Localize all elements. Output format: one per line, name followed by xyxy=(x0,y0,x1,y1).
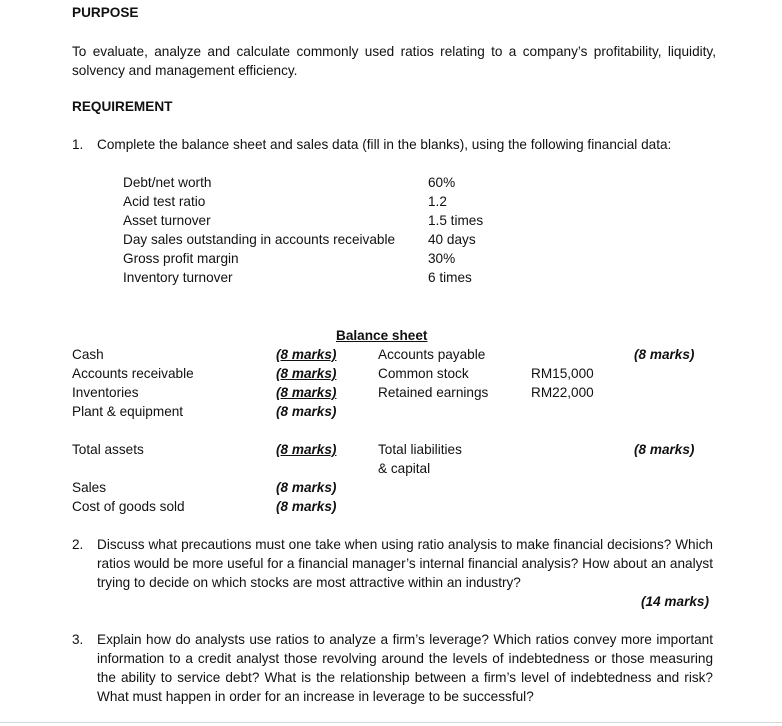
q2-text: Discuss what precautions must one take when using ratio analysis to make financial decisions? Which ratios would be more useful for a financial manager’s internal financial analysis? How about an analyst trying to decide on which stocks are most attractive within an industry? xyxy=(97,537,713,590)
q1-number: 1. xyxy=(72,137,84,152)
liability-label: Accounts payable xyxy=(378,347,486,362)
q2-number: 2. xyxy=(72,537,84,552)
liability-amount: RM22,000 xyxy=(531,385,594,400)
data-value: 1.5 times xyxy=(428,213,484,228)
page-edge-divider xyxy=(0,722,782,723)
total-assets-blank: (8 marks) xyxy=(276,442,337,457)
data-label: Inventory turnover xyxy=(123,270,233,285)
data-label: Day sales outstanding in accounts receivable xyxy=(123,232,396,247)
q1-text: Complete the balance sheet and sales data (fill in the blanks), using the following financial data: xyxy=(97,137,672,152)
data-value: 6 times xyxy=(428,270,472,285)
requirement-heading: REQUIREMENT xyxy=(72,99,173,114)
sales-label: Sales xyxy=(72,480,107,495)
cogs-label: Cost of goods sold xyxy=(72,499,185,514)
asset-blank: (8 marks) xyxy=(276,385,337,400)
sales-blank: (8 marks) xyxy=(276,480,337,495)
asset-label: Cash xyxy=(72,347,104,362)
liability-label: Retained earnings xyxy=(378,385,489,400)
total-liabilities-label: Total liabilities xyxy=(378,442,462,457)
asset-label: Inventories xyxy=(72,385,139,400)
asset-blank: (8 marks) xyxy=(276,404,337,419)
cogs-blank: (8 marks) xyxy=(276,499,337,514)
q2-marks: (14 marks) xyxy=(641,594,710,609)
liability-amount: RM15,000 xyxy=(531,366,594,381)
purpose-text: To evaluate, analyze and calculate commonly used ratios relating to a company’s profitability, liquidity, solvency and management efficiency. xyxy=(72,44,716,78)
data-value: 1.2 xyxy=(428,194,447,209)
liability-label: Common stock xyxy=(378,366,469,381)
total-liabilities-label-2: & capital xyxy=(378,461,431,476)
data-label: Asset turnover xyxy=(123,213,211,228)
data-value: 60% xyxy=(428,175,456,190)
q3-number: 3. xyxy=(72,632,84,647)
purpose-heading: PURPOSE xyxy=(72,5,139,20)
data-value: 40 days xyxy=(428,232,476,247)
liability-marks: (8 marks) xyxy=(634,347,695,362)
data-value: 30% xyxy=(428,251,456,266)
asset-blank: (8 marks) xyxy=(276,347,337,362)
data-label: Acid test ratio xyxy=(123,194,206,209)
total-liabilities-marks: (8 marks) xyxy=(634,442,695,457)
data-label: Gross profit margin xyxy=(123,251,239,266)
asset-label: Accounts receivable xyxy=(72,366,194,381)
balance-sheet-title: Balance sheet xyxy=(336,328,428,343)
q3-text: Explain how do analysts use ratios to analyze a firm’s leverage? Which ratios convey more important information to a credit analyst those revolving around the levels of indebtedness or those measuring the ability to service debt? What is the relationship between a firm’s level of indebtedness and risk? What must happen in order for an increase in leverage to be successful? xyxy=(97,632,713,704)
asset-label: Plant & equipment xyxy=(72,404,184,419)
asset-blank: (8 marks) xyxy=(276,366,337,381)
data-label: Debt/net worth xyxy=(123,175,212,190)
total-assets-label: Total assets xyxy=(72,442,144,457)
